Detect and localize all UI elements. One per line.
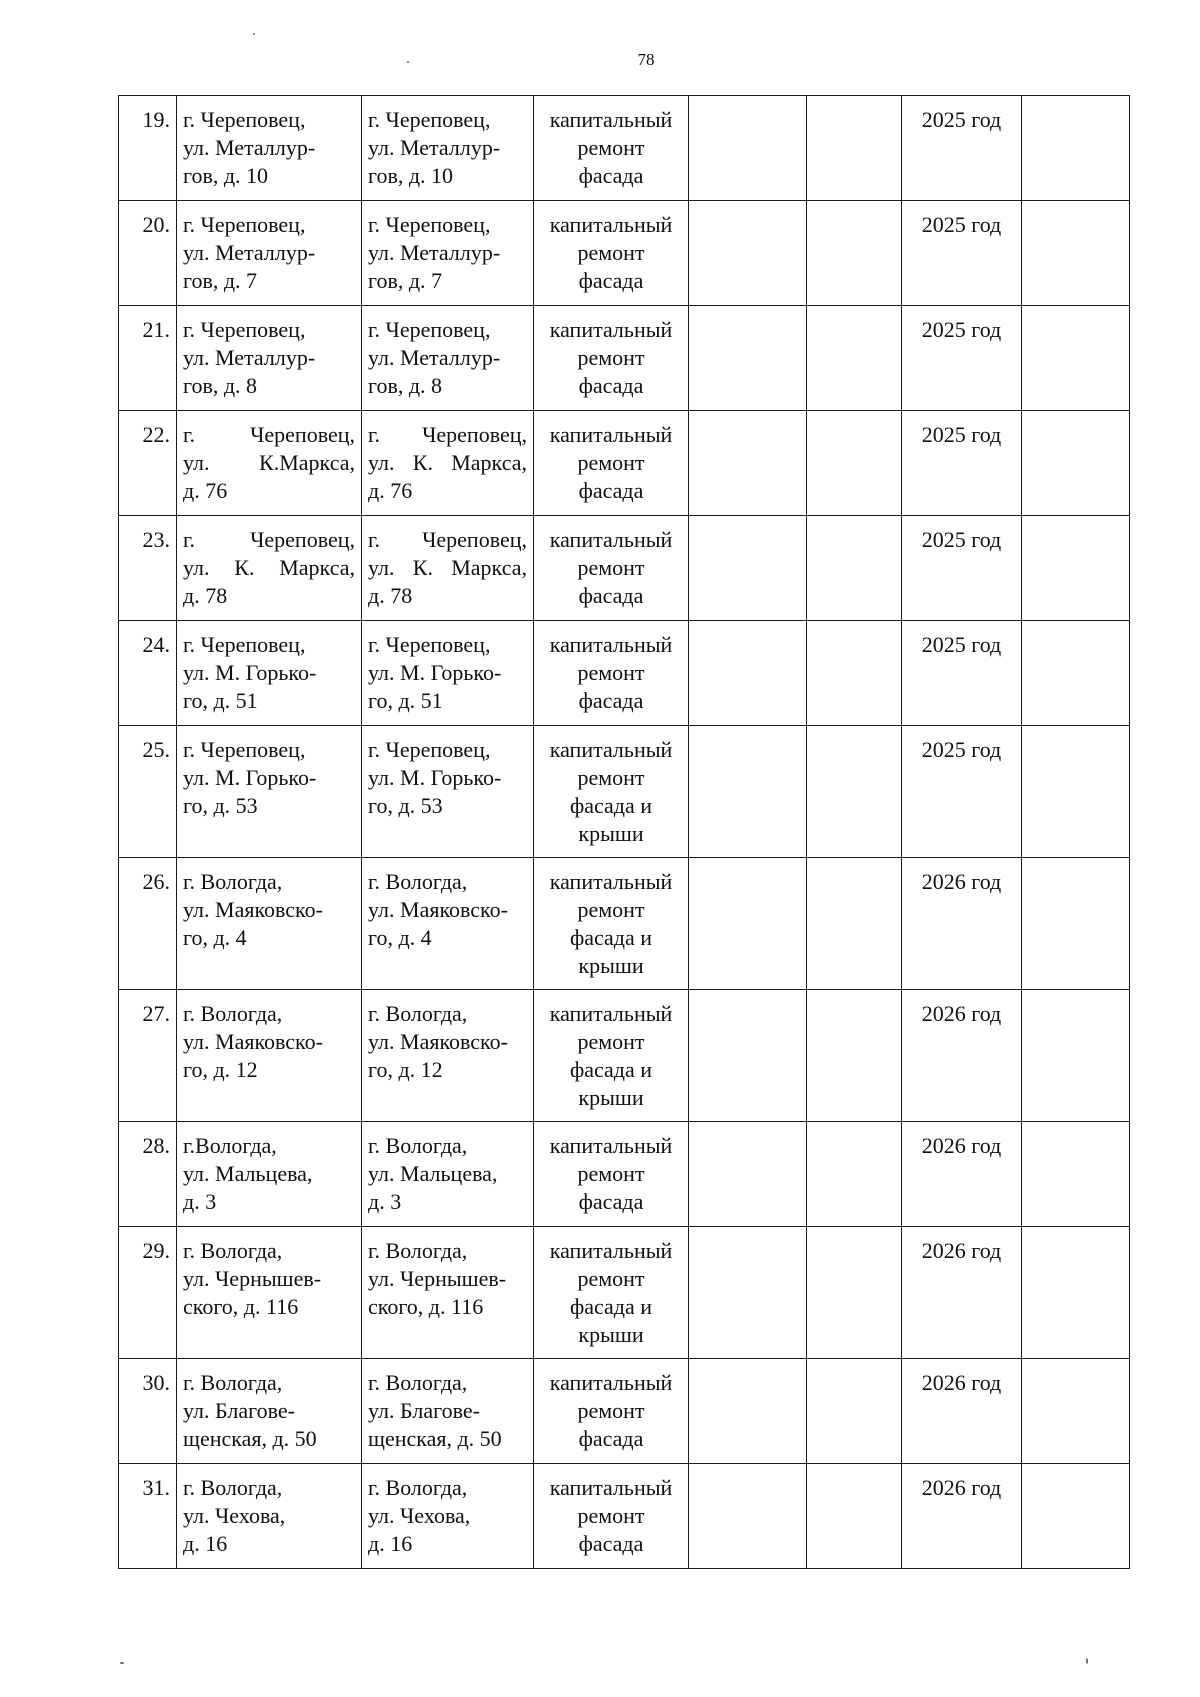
year-cell — [902, 1359, 1022, 1464]
empty-cell — [1022, 621, 1130, 726]
object-address-cell — [362, 858, 534, 990]
cell-line: ремонт — [577, 1503, 645, 1528]
cell-line — [183, 421, 355, 449]
page-number: 78 — [637, 50, 655, 69]
row-number-text: 30. — [142, 1370, 170, 1395]
cell-line: ул. Мальцева, — [183, 1161, 313, 1186]
cell-line: гов, д. 7 — [183, 268, 258, 293]
cell-line: г. Череповец, — [368, 317, 491, 342]
cell-line — [368, 449, 527, 477]
empty-cell — [689, 411, 807, 516]
cell-line: г. Череповец, — [183, 317, 306, 342]
cell-line: крыши — [578, 1322, 644, 1347]
empty-cell — [689, 1122, 807, 1227]
cell-line: капитальный — [549, 107, 673, 132]
year-cell — [902, 411, 1022, 516]
cell-line: ремонт — [577, 240, 645, 265]
cell-line: ремонт — [577, 897, 645, 922]
cell-line: ремонт — [577, 1266, 645, 1291]
cell-line: д. 16 — [368, 1531, 413, 1556]
cell-line: г. Череповец, — [183, 107, 306, 132]
address-cell — [177, 96, 362, 201]
empty-cell — [1022, 1227, 1130, 1359]
word: К. — [234, 555, 255, 580]
cell-line: г. Вологда, — [183, 1238, 283, 1263]
year-text: 2025 год — [921, 107, 1002, 132]
work-type-cell — [534, 516, 689, 621]
empty-cell — [689, 96, 807, 201]
year-cell — [902, 201, 1022, 306]
cell-line: д. 16 — [183, 1531, 228, 1556]
word: г. — [368, 422, 381, 447]
cell-line: ул. Маяковско- — [183, 897, 323, 922]
cell-line: капитальный — [549, 317, 673, 342]
empty-cell — [689, 990, 807, 1122]
row-number — [119, 516, 177, 621]
cell-line: ул. М. Горько- — [368, 765, 502, 790]
cell-line: ул. Металлур- — [368, 135, 501, 160]
cell-line: ремонт — [577, 555, 645, 580]
cell-line: фасада — [578, 478, 644, 503]
cell-line: го, д. 51 — [368, 688, 443, 713]
word: Маркса, — [279, 555, 355, 580]
cell-line: крыши — [578, 821, 644, 846]
cell-line: го, д. 4 — [368, 925, 432, 950]
cell-line: д. 76 — [368, 478, 413, 503]
cell-line: фасада — [578, 163, 644, 188]
object-address-cell — [362, 516, 534, 621]
word: ул. — [368, 555, 395, 580]
cell-line — [183, 449, 355, 477]
cell-line: капитальный — [549, 632, 673, 657]
cell-line: го, д. 12 — [368, 1057, 443, 1082]
cell-line: щенская, д. 50 — [183, 1426, 317, 1451]
cell-line: ул. Мальцева, — [368, 1161, 498, 1186]
cell-line: д. 3 — [368, 1189, 402, 1214]
year-cell — [902, 1227, 1022, 1359]
object-address-cell — [362, 1227, 534, 1359]
address-cell — [177, 858, 362, 990]
word: К. — [412, 555, 433, 580]
object-address-cell — [362, 1122, 534, 1227]
table-row — [119, 201, 1130, 306]
empty-cell — [807, 96, 902, 201]
year-text: 2026 год — [921, 1475, 1002, 1500]
row-number-text: 26. — [142, 869, 170, 894]
cell-line: ремонт — [577, 765, 645, 790]
row-number-text: 31. — [142, 1475, 170, 1500]
cell-line: ул. Благове- — [368, 1398, 480, 1423]
row-number — [119, 201, 177, 306]
row-number-text: 27. — [142, 1001, 170, 1026]
table-row — [119, 726, 1130, 858]
year-text: 2025 год — [921, 212, 1002, 237]
cell-line: фасада — [578, 1189, 644, 1214]
cell-line: фасада и — [569, 1057, 653, 1082]
row-number — [119, 1227, 177, 1359]
cell-line: фасада — [578, 1426, 644, 1451]
address-cell — [177, 201, 362, 306]
cell-line: ремонт — [577, 345, 645, 370]
year-text: 2025 год — [921, 422, 1002, 447]
cell-line: ремонт — [577, 1398, 645, 1423]
cell-line: капитальный — [549, 527, 673, 552]
cell-line: ул. Маяковско- — [368, 897, 508, 922]
year-cell — [902, 306, 1022, 411]
cell-line: капитальный — [549, 212, 673, 237]
cell-line: г. Вологда, — [368, 869, 468, 894]
row-number-text: 21. — [142, 317, 170, 342]
empty-cell — [689, 516, 807, 621]
cell-line: ремонт — [577, 1029, 645, 1054]
cell-line: г. Вологда, — [183, 869, 283, 894]
work-type-cell — [534, 1464, 689, 1569]
cell-line: ул. Металлур- — [368, 345, 501, 370]
row-number — [119, 1359, 177, 1464]
table-row — [119, 1122, 1130, 1227]
cell-line: фасада и — [569, 1294, 653, 1319]
cell-line — [183, 554, 355, 582]
cell-line: д. 76 — [183, 478, 228, 503]
cell-line: г. Вологда, — [368, 1133, 468, 1158]
table-row — [119, 411, 1130, 516]
word: Череповец, — [422, 527, 527, 552]
year-text: 2025 год — [921, 632, 1002, 657]
object-address-cell — [362, 1464, 534, 1569]
cell-line: г. Вологда, — [183, 1001, 283, 1026]
row-number — [119, 306, 177, 411]
cell-line: д. 78 — [368, 583, 413, 608]
word: г. — [368, 527, 381, 552]
cell-line: ул. Чехова, — [368, 1503, 471, 1528]
row-number — [119, 1122, 177, 1227]
cell-line: капитальный — [549, 422, 673, 447]
cell-line: гов, д. 7 — [368, 268, 443, 293]
row-number-text: 19. — [142, 107, 170, 132]
empty-cell — [1022, 1359, 1130, 1464]
word: ул. — [183, 450, 210, 475]
address-cell — [177, 990, 362, 1122]
cell-line: го, д. 12 — [183, 1057, 258, 1082]
cell-line: г. Вологда, — [183, 1370, 283, 1395]
empty-cell — [689, 726, 807, 858]
empty-cell — [689, 306, 807, 411]
work-type-cell — [534, 1227, 689, 1359]
cell-line: крыши — [578, 953, 644, 978]
word: Маркса, — [451, 450, 527, 475]
table-row — [119, 990, 1130, 1122]
cell-line: го, д. 4 — [183, 925, 247, 950]
cell-line: крыши — [578, 1085, 644, 1110]
address-cell — [177, 1122, 362, 1227]
table-row — [119, 516, 1130, 621]
empty-cell — [689, 1227, 807, 1359]
empty-cell — [689, 858, 807, 990]
cell-line: г. Череповец, — [368, 737, 491, 762]
cell-line: го, д. 53 — [368, 793, 443, 818]
row-number-text: 20. — [142, 212, 170, 237]
work-type-cell — [534, 621, 689, 726]
scan-speck — [1086, 1658, 1088, 1664]
empty-cell — [1022, 1122, 1130, 1227]
cell-line: г. Вологда, — [368, 1238, 468, 1263]
empty-cell — [1022, 990, 1130, 1122]
cell-line: ремонт — [577, 1161, 645, 1186]
cell-line: фасада — [578, 1531, 644, 1556]
empty-cell — [807, 858, 902, 990]
work-type-cell — [534, 1122, 689, 1227]
row-number — [119, 726, 177, 858]
row-number-text: 23. — [142, 527, 170, 552]
row-number-text: 24. — [142, 632, 170, 657]
cell-line — [368, 421, 527, 449]
cell-line: го, д. 53 — [183, 793, 258, 818]
empty-cell — [807, 516, 902, 621]
table-body — [119, 96, 1130, 1569]
cell-line — [183, 526, 355, 554]
empty-cell — [1022, 1464, 1130, 1569]
empty-cell — [1022, 516, 1130, 621]
row-number — [119, 858, 177, 990]
row-number-text: 29. — [142, 1238, 170, 1263]
object-address-cell — [362, 1359, 534, 1464]
cell-line: г. Череповец, — [183, 632, 306, 657]
cell-line: го, д. 51 — [183, 688, 258, 713]
cell-line: ул. Маяковско- — [183, 1029, 323, 1054]
table-row — [119, 1464, 1130, 1569]
year-cell — [902, 1122, 1022, 1227]
year-cell — [902, 516, 1022, 621]
empty-cell — [807, 411, 902, 516]
row-number — [119, 990, 177, 1122]
word: К. — [412, 450, 433, 475]
year-text: 2026 год — [921, 1001, 1002, 1026]
cell-line: гов, д. 10 — [368, 163, 454, 188]
year-text: 2026 год — [921, 869, 1002, 894]
empty-cell — [1022, 726, 1130, 858]
empty-cell — [1022, 306, 1130, 411]
row-number — [119, 411, 177, 516]
object-address-cell — [362, 990, 534, 1122]
object-address-cell — [362, 201, 534, 306]
cell-line: г. Череповец, — [183, 212, 306, 237]
scan-speck — [120, 1662, 124, 1664]
works-table — [118, 95, 1130, 1569]
empty-cell — [1022, 411, 1130, 516]
year-cell — [902, 621, 1022, 726]
cell-line: капитальный — [549, 1238, 673, 1263]
empty-cell — [807, 1227, 902, 1359]
word: Череповец, — [250, 422, 355, 447]
cell-line: фасада — [578, 583, 644, 608]
cell-line: д. 3 — [183, 1189, 217, 1214]
year-cell — [902, 858, 1022, 990]
address-cell — [177, 621, 362, 726]
word: г. — [183, 527, 196, 552]
object-address-cell — [362, 411, 534, 516]
cell-line: фасада — [578, 688, 644, 713]
row-number — [119, 96, 177, 201]
cell-line: фасада и — [569, 925, 653, 950]
cell-line: г. Вологда, — [368, 1475, 468, 1500]
cell-line: капитальный — [549, 869, 673, 894]
cell-line: г.Вологда, — [183, 1133, 277, 1158]
work-type-cell — [534, 858, 689, 990]
cell-line: ул. М. Горько- — [183, 765, 317, 790]
work-type-cell — [534, 1359, 689, 1464]
year-text: 2025 год — [921, 737, 1002, 762]
work-type-cell — [534, 201, 689, 306]
cell-line: ул. Металлур- — [183, 240, 316, 265]
work-type-cell — [534, 411, 689, 516]
address-cell — [177, 516, 362, 621]
cell-line: капитальный — [549, 1133, 673, 1158]
address-cell — [177, 1464, 362, 1569]
word: ул. — [368, 450, 395, 475]
cell-line: фасада — [578, 373, 644, 398]
cell-line: г. Вологда, — [368, 1370, 468, 1395]
word: Череповец, — [422, 422, 527, 447]
work-type-cell — [534, 990, 689, 1122]
cell-line: ремонт — [577, 660, 645, 685]
row-number-text: 28. — [142, 1133, 170, 1158]
cell-line: щенская, д. 50 — [368, 1426, 502, 1451]
row-number-text: 25. — [142, 737, 170, 762]
cell-line: гов, д. 8 — [183, 373, 258, 398]
empty-cell — [689, 1359, 807, 1464]
work-type-cell — [534, 306, 689, 411]
cell-line: г. Череповец, — [368, 212, 491, 237]
year-text: 2026 год — [921, 1238, 1002, 1263]
row-number — [119, 1464, 177, 1569]
cell-line: ского, д. 116 — [183, 1294, 299, 1319]
year-text: 2026 год — [921, 1370, 1002, 1395]
cell-line: г. Череповец, — [368, 632, 491, 657]
empty-cell — [689, 621, 807, 726]
object-address-cell — [362, 96, 534, 201]
object-address-cell — [362, 621, 534, 726]
word: г. — [183, 422, 196, 447]
cell-line: ул. Благове- — [183, 1398, 295, 1423]
year-cell — [902, 990, 1022, 1122]
address-cell — [177, 411, 362, 516]
cell-line — [368, 526, 527, 554]
table-row — [119, 1359, 1130, 1464]
cell-line: ул. Металлур- — [183, 345, 316, 370]
cell-line: гов, д. 10 — [183, 163, 269, 188]
cell-line: ул. М. Горько- — [183, 660, 317, 685]
cell-line: ул. Чехова, — [183, 1503, 286, 1528]
cell-line: д. 78 — [183, 583, 228, 608]
word: Маркса, — [451, 555, 527, 580]
cell-line: фасада — [578, 268, 644, 293]
empty-cell — [1022, 96, 1130, 201]
cell-line: г. Череповец, — [183, 737, 306, 762]
empty-cell — [807, 1464, 902, 1569]
address-cell — [177, 306, 362, 411]
address-cell — [177, 1359, 362, 1464]
year-text: 2025 год — [921, 317, 1002, 342]
cell-line: г. Вологда, — [368, 1001, 468, 1026]
empty-cell — [807, 306, 902, 411]
cell-line — [368, 554, 527, 582]
table-row — [119, 858, 1130, 990]
empty-cell — [689, 1464, 807, 1569]
address-cell — [177, 1227, 362, 1359]
cell-line: ремонт — [577, 450, 645, 475]
scan-speck — [253, 33, 255, 35]
address-cell — [177, 726, 362, 858]
empty-cell — [807, 1122, 902, 1227]
empty-cell — [807, 990, 902, 1122]
empty-cell — [807, 201, 902, 306]
cell-line: ремонт — [577, 135, 645, 160]
year-cell — [902, 96, 1022, 201]
cell-line: ского, д. 116 — [368, 1294, 484, 1319]
word: ул. — [183, 555, 210, 580]
empty-cell — [1022, 201, 1130, 306]
work-type-cell — [534, 96, 689, 201]
word: К.Маркса, — [259, 450, 355, 475]
empty-cell — [807, 621, 902, 726]
object-address-cell — [362, 726, 534, 858]
scan-speck — [407, 61, 409, 63]
empty-cell — [1022, 858, 1130, 990]
year-text: 2026 год — [921, 1133, 1002, 1158]
cell-line: ул. Маяковско- — [368, 1029, 508, 1054]
cell-line: ул. Чернышев- — [183, 1266, 322, 1291]
year-text: 2025 год — [921, 527, 1002, 552]
row-number-text: 22. — [142, 422, 170, 447]
object-address-cell — [362, 306, 534, 411]
empty-cell — [807, 726, 902, 858]
cell-line: г. Вологда, — [183, 1475, 283, 1500]
empty-cell — [689, 201, 807, 306]
cell-line: капитальный — [549, 1001, 673, 1026]
cell-line: ул. М. Горько- — [368, 660, 502, 685]
cell-line: ул. Чернышев- — [368, 1266, 507, 1291]
cell-line: г. Череповец, — [368, 107, 491, 132]
row-number — [119, 621, 177, 726]
table-row — [119, 621, 1130, 726]
empty-cell — [807, 1359, 902, 1464]
cell-line: капитальный — [549, 737, 673, 762]
word: Череповец, — [250, 527, 355, 552]
work-type-cell — [534, 726, 689, 858]
table-row — [119, 306, 1130, 411]
year-cell — [902, 726, 1022, 858]
table-row — [119, 1227, 1130, 1359]
year-cell — [902, 1464, 1022, 1569]
table-row — [119, 96, 1130, 201]
cell-line: ул. Металлур- — [368, 240, 501, 265]
cell-line: ул. Металлур- — [183, 135, 316, 160]
cell-line: капитальный — [549, 1370, 673, 1395]
cell-line: фасада и — [569, 793, 653, 818]
cell-line: гов, д. 8 — [368, 373, 443, 398]
cell-line: капитальный — [549, 1475, 673, 1500]
